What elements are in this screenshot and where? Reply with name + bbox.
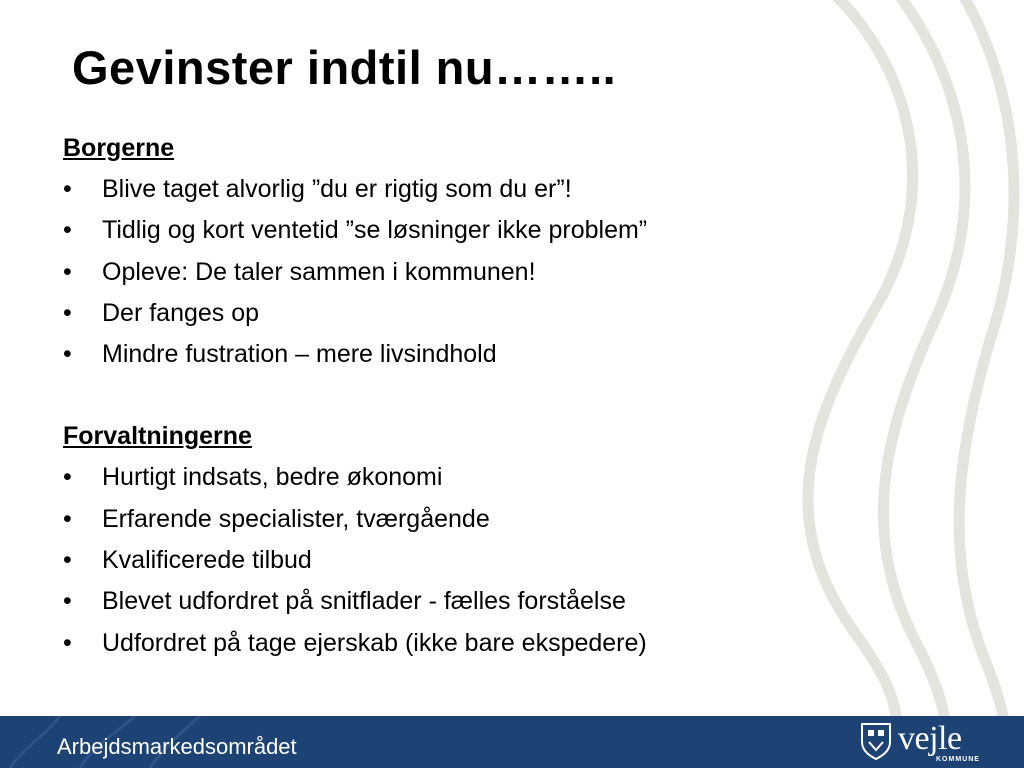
logo-wordmark: vejle — [898, 720, 962, 757]
bullet-dot: • — [63, 340, 72, 369]
bullet-list-borgerne — [63, 169, 843, 375]
bullet-dot: • — [63, 298, 72, 327]
section-heading-forvaltningerne: Forvaltningerne — [63, 422, 252, 451]
vejle-kommune-logo — [860, 720, 980, 766]
slide-title: Gevinster indtil nu…….. — [72, 41, 617, 94]
department-label: Arbejdsmarkedsområdet — [57, 734, 297, 759]
bullet-list-forvaltningerne — [63, 457, 843, 663]
list-item — [63, 540, 843, 581]
list-item-text: Der fanges op — [102, 298, 260, 327]
list-item-text: Kvalificerede tilbud — [102, 546, 312, 575]
bullet-dot: • — [63, 628, 72, 657]
list-item-text: Opleve: De taler sammen i kommunen! — [102, 257, 536, 286]
list-item — [63, 623, 843, 664]
list-item — [63, 210, 843, 251]
bullet-dot: • — [63, 257, 72, 286]
bullet-dot: • — [63, 175, 72, 203]
list-item — [63, 499, 843, 540]
wave-line-2 — [883, 0, 965, 768]
bullet-dot: • — [63, 216, 72, 245]
section-heading-borgerne: Borgerne — [63, 134, 175, 162]
list-item — [63, 169, 843, 210]
bullet-dot: • — [63, 463, 72, 492]
list-item-text: Mindre fustration – mere livsindhold — [102, 340, 497, 369]
list-item-text: Blive taget alvorlig ”du er rigtig som du er”! — [102, 175, 572, 203]
logo-subtitle: KOMMUNE — [936, 756, 980, 763]
list-item — [63, 581, 843, 622]
list-item-text: Blevet udfordret på snitflader - fælles forståelse — [102, 587, 626, 616]
list-item-text: Udfordret på tage ejerskab (ikke bare ekspedere) — [102, 628, 647, 657]
list-item — [63, 293, 843, 334]
list-item-text: Erfarende specialister, tværgående — [102, 504, 490, 533]
bullet-dot: • — [63, 587, 72, 616]
section-spacer — [63, 375, 843, 416]
crest-icon — [860, 722, 892, 760]
list-item-text: Tidlig og kort ventetid ”se løsninger ikke problem” — [102, 216, 648, 245]
bullet-dot: • — [63, 504, 72, 533]
footer-bar — [0, 716, 1024, 768]
wave-line-3 — [959, 0, 1014, 768]
list-item-text: Hurtigt indsats, bedre økonomi — [102, 463, 443, 492]
list-item — [63, 457, 843, 498]
bullet-dot: • — [63, 546, 72, 575]
list-item — [63, 334, 843, 375]
slide-content — [63, 128, 843, 664]
list-item — [63, 252, 843, 293]
